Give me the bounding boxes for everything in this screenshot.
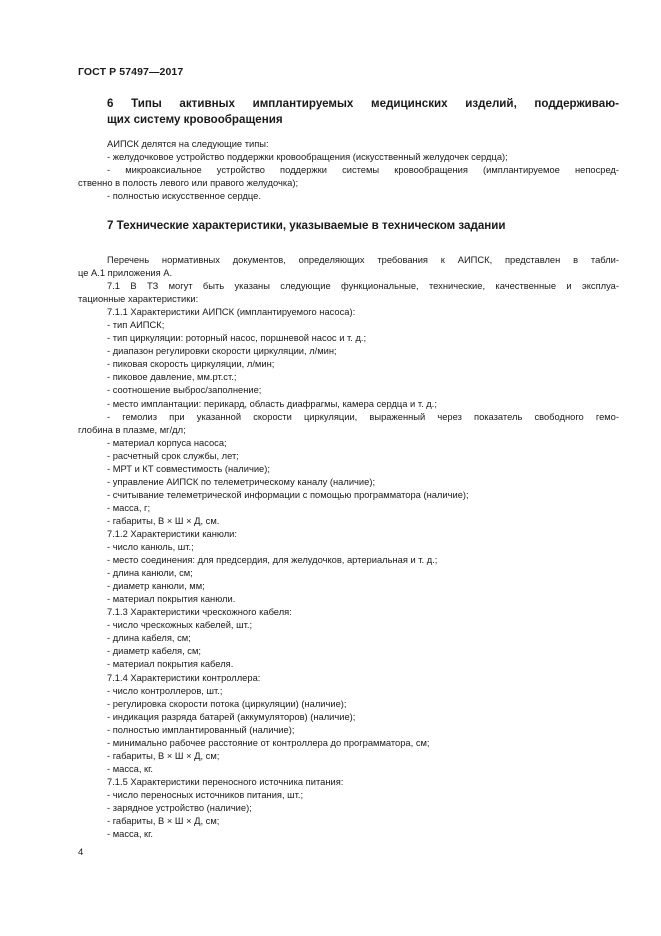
text-line: - число чрескожных кабелей, шт.; xyxy=(107,620,253,631)
text-line: 7.1.5 Характеристики переносного источника питания: xyxy=(107,776,344,787)
text-line: - соотношение выброс/заполнение; xyxy=(107,385,262,396)
text-line: - гемолиз при указанной скорости циркуляции, выраженный через показатель свободного гемо- xyxy=(107,411,619,422)
text-line: - масса, кг. xyxy=(107,829,154,840)
text-line: - длина кабеля, см; xyxy=(107,633,191,644)
section-6-title-line: щих систему кровообращения xyxy=(107,113,283,126)
text-line: - микроаксиальное устройство поддержки системы кровообращения (имплантируемое непосред- xyxy=(107,165,619,176)
text-line: - габариты, В × Ш × Д, см; xyxy=(107,816,220,827)
text-line: АИПСК делятся на следующие типы: xyxy=(107,139,269,149)
text-line: 7.1 В ТЗ могут быть указаны следующие функциональные, технические, качественные и эксплуа- xyxy=(107,281,619,292)
text-line: - считывание телеметрической информации с помощью программатора (наличие); xyxy=(107,489,469,500)
text-line: - место соединения: для предсердия, для желудочков, артериальная и т. д.; xyxy=(107,555,438,566)
text-line: ственно в полость левого или правого желудочка); xyxy=(78,178,299,189)
text-line: 7.1.1 Характеристики АИПСК (имплантируемого насоса): xyxy=(107,307,356,318)
text-line: - число контроллеров, шт.; xyxy=(107,685,223,696)
text-line: 7.1.2 Характеристики канюли: xyxy=(107,528,237,539)
text-line: - расчетный срок службы, лет; xyxy=(107,450,239,461)
section-6-title xyxy=(107,96,619,128)
text-line: - полностью имплантированный (наличие); xyxy=(107,724,295,735)
text-line: - регулировка скорости потока (циркуляции) (наличие); xyxy=(107,698,347,709)
text-line: - желудочковое устройство поддержки кровообращения (искусственный желудочек сердца); xyxy=(107,152,508,163)
text-line: - диаметр канюли, мм; xyxy=(107,581,205,592)
text-line: - масса, кг. xyxy=(107,763,154,774)
text-line: - масса, г; xyxy=(107,502,151,513)
section-6-title-line: 6 Типы активных имплантируемых медицинских изделий, поддерживаю- xyxy=(107,97,619,110)
text-line: - управление АИПСК по телеметрическому каналу (наличие); xyxy=(107,476,376,487)
text-line: глобина в плазме, мг/дл; xyxy=(78,424,186,435)
text-line: - число канюль, шт.; xyxy=(107,542,194,553)
section-6-body xyxy=(78,138,619,203)
text-line: Перечень нормативных документов, определяющих требования к АИПСК, представлен в табли- xyxy=(107,255,619,265)
text-line: - место имплантации: перикард, область диафрагмы, камера сердца и т. д.; xyxy=(107,398,437,409)
text-line: - материал корпуса насоса; xyxy=(107,437,227,448)
text-line: це А.1 приложения А. xyxy=(78,268,173,279)
text-line: - минимально рабочее расстояние от контроллера до программатора, см; xyxy=(107,737,430,748)
text-line: 7.1.4 Характеристики контроллера: xyxy=(107,672,261,683)
text-line: - длина канюли, см; xyxy=(107,568,193,579)
text-line: - пиковое давление, мм.рт.ст.; xyxy=(107,372,237,383)
text-line: - габариты, В × Ш × Д, см; xyxy=(107,750,220,761)
text-line: - пиковая скорость циркуляции, л/мин; xyxy=(107,359,275,370)
text-line: 7.1.3 Характеристики чрескожного кабеля: xyxy=(107,607,292,618)
section-7-title: 7 Технические характеристики, указываемые в техническом задании xyxy=(107,219,506,232)
standard-header: ГОСТ Р 57497—2017 xyxy=(78,66,184,78)
text-line: - материал покрытия кабеля. xyxy=(107,659,234,670)
section-7-body xyxy=(78,254,619,841)
text-line: - диаметр кабеля, см; xyxy=(107,646,201,657)
text-line: тационные характеристики: xyxy=(78,294,199,305)
text-line: - диапазон регулировки скорости циркуляции, л/мин; xyxy=(107,346,337,357)
page-number: 4 xyxy=(78,847,84,858)
text-line: - зарядное устройство (наличие); xyxy=(107,802,252,813)
text-line: - полностью искусственное сердце. xyxy=(107,191,261,202)
text-line: - тип циркуляции: роторный насос, поршневой насос и т. д.; xyxy=(107,333,367,344)
text-line: - материал покрытия канюли. xyxy=(107,594,236,605)
text-line: - число переносных источников питания, шт.; xyxy=(107,789,304,800)
text-line: - МРТ и КТ совместимость (наличие); xyxy=(107,463,270,474)
text-line: - габариты, В × Ш × Д, см. xyxy=(107,515,220,526)
text-line: - индикация разряда батарей (аккумуляторов) (наличие); xyxy=(107,711,356,722)
text-line: - тип АИПСК; xyxy=(107,320,165,331)
